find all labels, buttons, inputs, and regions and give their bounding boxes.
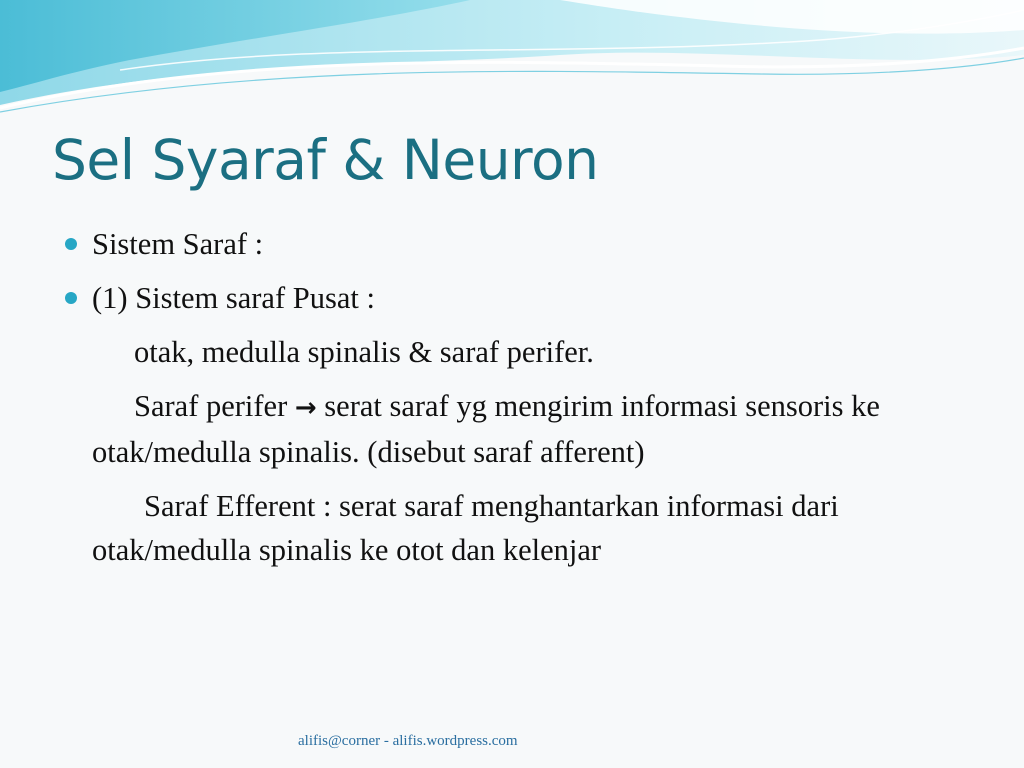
bullet-item-1: Sistem Saraf : (92, 222, 942, 266)
bullet-item-2: (1) Sistem saraf Pusat : (92, 276, 942, 320)
header-wave-decoration (0, 0, 1024, 120)
paragraph-cns-parts-text: otak, medulla spinalis & saraf perifer. (134, 335, 594, 369)
paragraph-efferent (92, 484, 942, 572)
paragraph-afferent (92, 384, 942, 474)
slide-title: Sel Syaraf & Neuron (52, 128, 599, 192)
paragraph-efferent-text: Saraf Efferent : serat saraf menghantarkan informasi dari otak/medulla spinalis ke otot dan kelenjar (92, 489, 839, 567)
paragraph-cns-parts (92, 330, 942, 374)
right-arrow-icon: → (294, 393, 317, 423)
afferent-rest-text: serat saraf yg mengirim informasi sensoris ke otak/medulla spinalis. (disebut saraf afferent) (92, 389, 880, 469)
slide-body (92, 222, 942, 572)
afferent-lead-text: Saraf perifer (134, 389, 288, 423)
footer-credit: alifis@corner - alifis.wordpress.com (298, 733, 518, 749)
